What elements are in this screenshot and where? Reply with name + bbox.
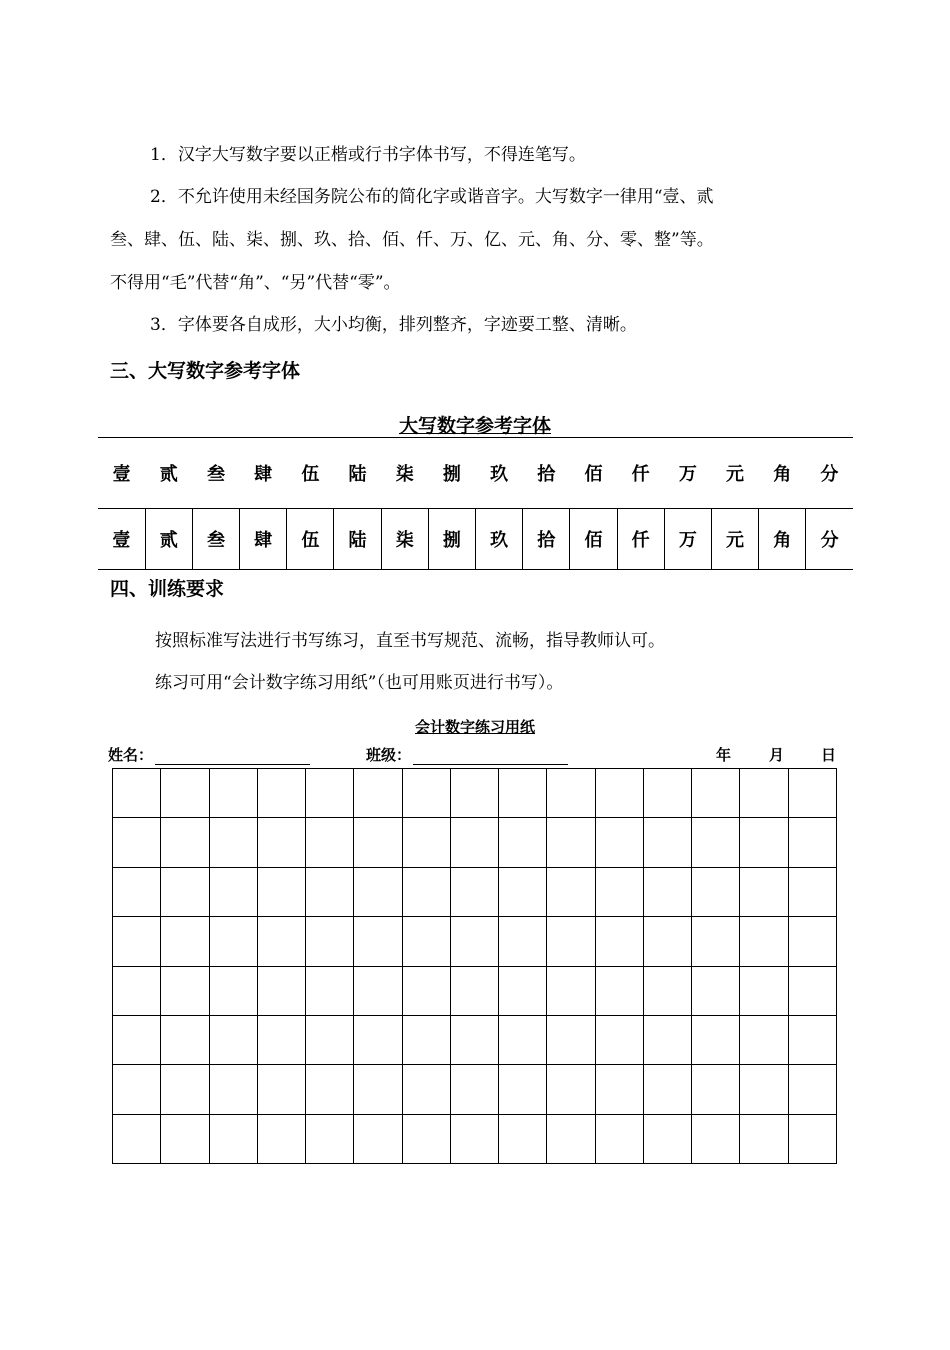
practice-grid-cell[interactable] — [354, 1015, 402, 1064]
practice-grid-cell[interactable] — [354, 818, 402, 867]
class-field — [366, 744, 568, 765]
practice-grid-cell[interactable] — [113, 966, 161, 1015]
practice-grid-cell[interactable] — [643, 966, 691, 1015]
reference-row2-cell: 仟 — [617, 509, 664, 570]
practice-grid-cell[interactable] — [547, 1015, 595, 1064]
practice-grid-cell[interactable] — [547, 1114, 595, 1163]
practice-grid-cell[interactable] — [595, 818, 643, 867]
practice-grid-cell[interactable] — [740, 1065, 788, 1114]
training-paragraph-2: 练习可用“会计数字练习用纸”（也可用账页进行书写）。 — [155, 673, 564, 693]
practice-grid-cell[interactable] — [402, 769, 450, 818]
reference-row1-cell: 拾 — [537, 464, 556, 485]
practice-grid-cell[interactable] — [113, 818, 161, 867]
practice-grid-cell[interactable] — [643, 1114, 691, 1163]
practice-grid-cell[interactable] — [547, 1065, 595, 1114]
rule-item-2-line-1: 2．不允许使用未经国务院公布的简化字或谐音字。大写数字一律用“壹、贰 — [150, 187, 714, 207]
practice-grid-cell[interactable] — [257, 1114, 305, 1163]
practice-grid-cell[interactable] — [402, 818, 450, 867]
training-paragraph-1: 按照标准写法进行书写练习，直至书写规范、流畅，指导教师认可。 — [155, 631, 665, 651]
practice-grid-cell[interactable] — [499, 917, 547, 966]
practice-grid-cell[interactable] — [402, 966, 450, 1015]
reference-row2-cell: 角 — [759, 509, 806, 570]
practice-grid-cell[interactable] — [692, 917, 740, 966]
practice-grid-cell[interactable] — [209, 867, 257, 916]
practice-grid-cell[interactable] — [161, 867, 209, 916]
practice-grid-cell[interactable] — [450, 867, 498, 916]
reference-table-row-2 — [98, 508, 853, 570]
practice-grid-cell[interactable] — [354, 867, 402, 916]
practice-grid-cell[interactable] — [402, 1015, 450, 1064]
practice-grid-cell[interactable] — [209, 1015, 257, 1064]
reference-row1-cell: 万 — [678, 464, 697, 485]
practice-grid-cell[interactable] — [209, 769, 257, 818]
reference-row1-cell: 肆 — [254, 464, 273, 485]
reference-row2-cell: 捌 — [428, 509, 475, 570]
reference-row2-cell: 伍 — [287, 509, 334, 570]
practice-grid-cell[interactable] — [257, 769, 305, 818]
reference-row2-cell: 玖 — [476, 509, 523, 570]
practice-grid-cell[interactable] — [257, 1015, 305, 1064]
practice-grid-cell[interactable] — [257, 966, 305, 1015]
practice-grid-cell[interactable] — [788, 1015, 836, 1064]
class-blank-line[interactable] — [413, 748, 568, 765]
name-label: 姓名： — [108, 746, 154, 764]
practice-grid-cell[interactable] — [788, 966, 836, 1015]
practice-grid-cell[interactable] — [643, 769, 691, 818]
reference-row2-cell: 拾 — [523, 509, 570, 570]
practice-grid-cell[interactable] — [161, 769, 209, 818]
practice-grid-cell[interactable] — [402, 867, 450, 916]
reference-row2-cell: 贰 — [145, 509, 192, 570]
reference-row2-cell: 壹 — [98, 509, 145, 570]
practice-grid-cell[interactable] — [547, 769, 595, 818]
class-label: 班级： — [366, 746, 412, 764]
section-3-heading: 三、大写数字参考字体 — [110, 360, 301, 382]
practice-grid-cell[interactable] — [692, 818, 740, 867]
practice-grid-cell[interactable] — [740, 818, 788, 867]
practice-grid-cell[interactable] — [161, 1114, 209, 1163]
practice-grid-cell[interactable] — [788, 867, 836, 916]
practice-grid-cell[interactable] — [354, 1065, 402, 1114]
reference-row1-cell: 玖 — [490, 464, 509, 485]
reference-row1-cell: 捌 — [442, 464, 461, 485]
practice-grid-cell[interactable] — [354, 769, 402, 818]
practice-grid-cell[interactable] — [692, 1015, 740, 1064]
practice-grid-cell[interactable] — [354, 917, 402, 966]
practice-grid-cell[interactable] — [547, 917, 595, 966]
practice-grid-cell[interactable] — [547, 867, 595, 916]
rule-item-2-line-2: 叁、肆、伍、陆、柒、捌、玖、拾、佰、仟、万、亿、元、角、分、零、整”等。 — [110, 230, 714, 250]
practice-grid-cell[interactable] — [643, 917, 691, 966]
reference-row2-cell: 柒 — [381, 509, 428, 570]
practice-grid-cell[interactable] — [499, 966, 547, 1015]
section-4-heading: 四、训练要求 — [110, 578, 225, 600]
practice-grid-cell[interactable] — [354, 966, 402, 1015]
practice-grid-cell[interactable] — [595, 966, 643, 1015]
practice-grid-cell[interactable] — [257, 818, 305, 867]
practice-grid-cell[interactable] — [740, 1015, 788, 1064]
reference-table-title: 大写数字参考字体 — [398, 415, 551, 437]
practice-grid-cell[interactable] — [788, 917, 836, 966]
practice-grid-cell[interactable] — [692, 769, 740, 818]
rule-item-3: 3．字体要各自成形，大小均衡，排列整齐，字迹要工整、清晰。 — [150, 315, 637, 335]
practice-grid-cell[interactable] — [692, 966, 740, 1015]
reference-row2-cell: 肆 — [240, 509, 287, 570]
practice-grid-cell[interactable] — [354, 1114, 402, 1163]
practice-grid-cell[interactable] — [306, 1065, 354, 1114]
practice-grid-cell[interactable] — [161, 1065, 209, 1114]
practice-grid-cell[interactable] — [595, 1114, 643, 1163]
practice-grid-cell[interactable] — [692, 1065, 740, 1114]
practice-grid-cell[interactable] — [499, 1065, 547, 1114]
practice-grid-cell[interactable] — [499, 1015, 547, 1064]
reference-row1-cell: 元 — [726, 464, 745, 485]
name-field — [108, 744, 310, 765]
reference-row1-cell: 角 — [773, 464, 792, 485]
practice-grid-cell[interactable] — [450, 818, 498, 867]
practice-grid-cell[interactable] — [450, 769, 498, 818]
reference-row2-cell: 叁 — [192, 509, 239, 570]
practice-grid-cell[interactable] — [113, 867, 161, 916]
day-label: 日 — [821, 746, 837, 764]
practice-grid-cell[interactable] — [450, 966, 498, 1015]
practice-grid-cell[interactable] — [306, 917, 354, 966]
practice-grid — [112, 768, 837, 1164]
practice-grid-cell[interactable] — [161, 818, 209, 867]
rule-item-1: 1．汉字大写数字要以正楷或行书字体书写，不得连笔写。 — [150, 145, 586, 165]
practice-grid-cell[interactable] — [643, 867, 691, 916]
practice-grid-cell[interactable] — [595, 1015, 643, 1064]
practice-grid-cell[interactable] — [499, 818, 547, 867]
practice-grid-cell[interactable] — [499, 769, 547, 818]
year-label: 年 — [716, 746, 732, 764]
practice-grid-cell[interactable] — [209, 1065, 257, 1114]
name-blank-line[interactable] — [155, 748, 310, 765]
practice-grid-cell[interactable] — [595, 769, 643, 818]
reference-row1-cell: 陆 — [348, 464, 367, 485]
reference-row1-cell: 伍 — [301, 464, 320, 485]
practice-grid-cell[interactable] — [306, 966, 354, 1015]
practice-grid-cell[interactable] — [499, 1114, 547, 1163]
practice-grid-cell[interactable] — [788, 818, 836, 867]
practice-grid-cell[interactable] — [788, 1065, 836, 1114]
reference-table-row-1 — [98, 437, 853, 508]
reference-row2-cell: 万 — [664, 509, 711, 570]
practice-grid-cell[interactable] — [209, 1114, 257, 1163]
practice-grid-cell[interactable] — [595, 917, 643, 966]
practice-grid-cell[interactable] — [450, 1065, 498, 1114]
practice-grid-cell[interactable] — [257, 867, 305, 916]
practice-grid-cell[interactable] — [402, 1065, 450, 1114]
practice-grid-cell[interactable] — [595, 867, 643, 916]
practice-grid-cell[interactable] — [740, 867, 788, 916]
practice-grid-cell[interactable] — [306, 1114, 354, 1163]
practice-grid-cell[interactable] — [643, 1065, 691, 1114]
practice-grid-cell[interactable] — [547, 966, 595, 1015]
reference-row1-cell: 仟 — [631, 464, 650, 485]
practice-grid-cell[interactable] — [113, 1015, 161, 1064]
rule-item-2-line-3: 不得用“毛”代替“角”、“另”代替“零”。 — [110, 273, 401, 293]
practice-grid-cell[interactable] — [257, 917, 305, 966]
practice-grid-cell[interactable] — [306, 1015, 354, 1064]
practice-grid-cell[interactable] — [209, 966, 257, 1015]
practice-grid-cell[interactable] — [788, 769, 836, 818]
practice-grid-cell[interactable] — [161, 1015, 209, 1064]
practice-grid-cell[interactable] — [740, 1114, 788, 1163]
practice-grid-cell[interactable] — [161, 966, 209, 1015]
reference-row2-cell: 佰 — [570, 509, 617, 570]
practice-grid-cell[interactable] — [113, 769, 161, 818]
practice-grid-cell[interactable] — [643, 1015, 691, 1064]
practice-grid-cell[interactable] — [692, 1114, 740, 1163]
practice-grid-cell[interactable] — [643, 818, 691, 867]
practice-grid-cell[interactable] — [692, 867, 740, 916]
practice-grid-cell[interactable] — [499, 867, 547, 916]
practice-grid-cell[interactable] — [306, 769, 354, 818]
practice-grid-cell[interactable] — [209, 917, 257, 966]
practice-grid-cell[interactable] — [161, 917, 209, 966]
reference-row1-cell: 壹 — [112, 464, 131, 485]
month-label: 月 — [769, 746, 785, 764]
practice-grid-cell[interactable] — [113, 1065, 161, 1114]
practice-grid-cell[interactable] — [113, 917, 161, 966]
practice-grid-cell[interactable] — [306, 867, 354, 916]
practice-grid-cell[interactable] — [740, 917, 788, 966]
practice-grid-cell[interactable] — [740, 769, 788, 818]
practice-grid-cell[interactable] — [450, 1114, 498, 1163]
practice-grid-cell[interactable] — [450, 1015, 498, 1064]
reference-row1-cell: 佰 — [584, 464, 603, 485]
reference-row2-cell: 分 — [806, 509, 853, 570]
reference-row1-cell: 叁 — [206, 464, 225, 485]
practice-grid-cell[interactable] — [113, 1114, 161, 1163]
practice-grid-cell[interactable] — [306, 818, 354, 867]
reference-row1-cell: 贰 — [159, 464, 178, 485]
practice-grid-cell[interactable] — [547, 818, 595, 867]
practice-grid-cell[interactable] — [402, 1114, 450, 1163]
practice-grid-cell[interactable] — [402, 917, 450, 966]
reference-row1-cell: 柒 — [395, 464, 414, 485]
reference-row2-cell: 陆 — [334, 509, 381, 570]
practice-grid-cell[interactable] — [209, 818, 257, 867]
reference-row1-cell: 分 — [820, 464, 839, 485]
reference-row2-cell: 元 — [711, 509, 758, 570]
practice-grid-cell[interactable] — [788, 1114, 836, 1163]
practice-sheet-title: 会计数字练习用纸 — [414, 718, 535, 736]
practice-grid-cell[interactable] — [595, 1065, 643, 1114]
practice-grid-cell[interactable] — [257, 1065, 305, 1114]
practice-grid-cell[interactable] — [450, 917, 498, 966]
practice-grid-cell[interactable] — [740, 966, 788, 1015]
